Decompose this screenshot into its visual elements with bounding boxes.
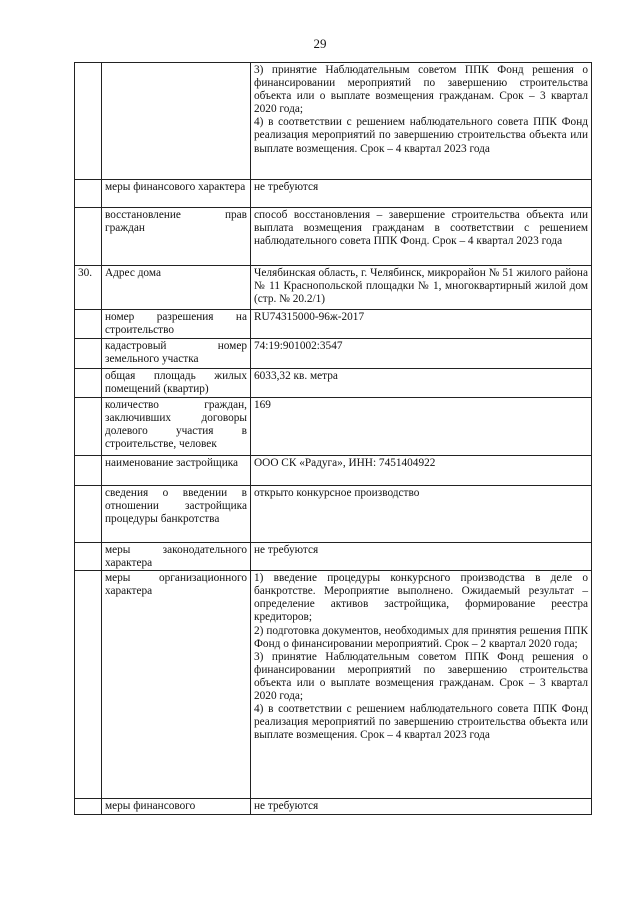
- table-row: [75, 799, 592, 815]
- row-label-cell: наименование застройщика: [102, 456, 251, 486]
- row-label-cell: меры финансового: [102, 799, 251, 815]
- row-value-cell: [251, 310, 592, 339]
- row-label-cell: количество граждан, заключивших договоры долевого участия в строительстве, человек: [102, 398, 251, 456]
- row-label-cell: сведения о введении в отношении застройщика процедуры банкротства: [102, 486, 251, 543]
- row-label-cell: общая площадь жилых помещений (квартир): [102, 369, 251, 398]
- row-number-cell: [75, 310, 102, 339]
- value-paragraph: RU74315000-96ж-2017: [254, 311, 365, 323]
- table-row: [75, 180, 592, 208]
- value-paragraph: открыто конкурсное производство: [254, 487, 420, 499]
- row-value-cell: [251, 456, 592, 486]
- row-number-cell: [75, 339, 102, 369]
- row-label-cell: меры законодательного характера: [102, 543, 251, 571]
- value-paragraph: 3) принятие Наблюдательным советом ППК Фонд решения о финансировании мероприятий по завершению строительства объекта или о выплате возмещения гражданам. Срок – 3 квартал 2020 года;: [254, 64, 588, 116]
- value-paragraph: Челябинская область, г. Челябинск, микрорайон № 51 жилого района № 11 Краснопольской площадки № 1, многоквартирный жилой дом (стр. № 20.2/1): [254, 267, 588, 306]
- row-value-cell: [251, 571, 592, 799]
- row-label-cell: меры финансового характера: [102, 180, 251, 208]
- row-number-cell: [75, 208, 102, 266]
- row-number-cell: 30.: [75, 266, 102, 310]
- table-row: [75, 486, 592, 543]
- table-row: [75, 339, 592, 369]
- value-paragraph: 169: [254, 399, 271, 411]
- table-row: [75, 208, 592, 266]
- row-value-cell: [251, 398, 592, 456]
- table-body: [75, 63, 592, 815]
- row-number-cell: [75, 543, 102, 571]
- row-label-cell: номер разрешения на строительство: [102, 310, 251, 339]
- table-row: [75, 266, 592, 310]
- value-paragraph: не требуются: [254, 544, 319, 556]
- row-value-cell: [251, 63, 592, 180]
- value-paragraph: 6033,32 кв. метра: [254, 370, 338, 382]
- row-label-cell: меры организационного характера: [102, 571, 251, 799]
- row-label-cell: восстановление прав граждан: [102, 208, 251, 266]
- row-label-cell: [102, 63, 251, 180]
- table-row: [75, 456, 592, 486]
- value-paragraph: ООО СК «Радуга», ИНН: 7451404922: [254, 457, 436, 469]
- table-row: [75, 571, 592, 799]
- row-label-cell: кадастровый номер земельного участка: [102, 339, 251, 369]
- row-value-cell: [251, 543, 592, 571]
- row-value-cell: [251, 339, 592, 369]
- row-value-cell: [251, 799, 592, 815]
- table-row: [75, 369, 592, 398]
- row-number-cell: [75, 63, 102, 180]
- value-paragraph: 4) в соответствии с решением наблюдательного совета ППК Фонд реализация мероприятий по завершению строительства объекта или выплате возмещения. Срок – 4 квартал 2023 года: [254, 116, 588, 155]
- value-paragraph: способ восстановления – завершение строительства объекта или выплата возмещения гражданам в соответствии с решением наблюдательного совета ППК Фонд. Срок – 4 квартал 2023 года: [254, 209, 588, 248]
- row-number-cell: [75, 486, 102, 543]
- value-paragraph: не требуются: [254, 800, 319, 813]
- row-number-cell: [75, 571, 102, 799]
- table-row: [75, 63, 592, 180]
- table-row: [75, 398, 592, 456]
- row-value-cell: [251, 369, 592, 398]
- row-number-cell: [75, 180, 102, 208]
- value-paragraph: 74:19:901002:3547: [254, 340, 343, 352]
- page-number: 29: [313, 36, 327, 51]
- value-paragraph: 4) в соответствии с решением наблюдательного совета ППК Фонд реализация мероприятий по завершению строительства объекта или выплате возмещения. Срок – 4 квартал 2023 года: [254, 703, 588, 742]
- value-paragraph: 1) введение процедуры конкурсного производства в деле о банкротстве. Мероприятие выполнено. Ожидаемый результат – определение активов застройщика, формирование реестра кредиторов;: [254, 572, 588, 624]
- value-paragraph: 3) принятие Наблюдательным советом ППК Фонд решения о финансировании мероприятий по завершению строительства объекта или о выплате возмещения гражданам. Срок – 3 квартал 2020 года;: [254, 650, 588, 703]
- row-label-cell: Адрес дома: [102, 266, 251, 310]
- row-value-cell: [251, 180, 592, 208]
- row-value-cell: [251, 266, 592, 310]
- row-value-cell: [251, 208, 592, 266]
- row-number-cell: [75, 398, 102, 456]
- value-paragraph: не требуются: [254, 181, 319, 193]
- value-paragraph: 2) подготовка документов, необходимых для принятия решения ППК Фонд о финансировании мероприятий. Срок – 2 квартал 2020 года;: [254, 624, 588, 650]
- row-number-cell: [75, 456, 102, 486]
- table-row: [75, 310, 592, 339]
- row-number-cell: [75, 369, 102, 398]
- measures-table: [74, 62, 592, 815]
- table-row: [75, 543, 592, 571]
- row-value-cell: [251, 486, 592, 543]
- row-number-cell: [75, 799, 102, 815]
